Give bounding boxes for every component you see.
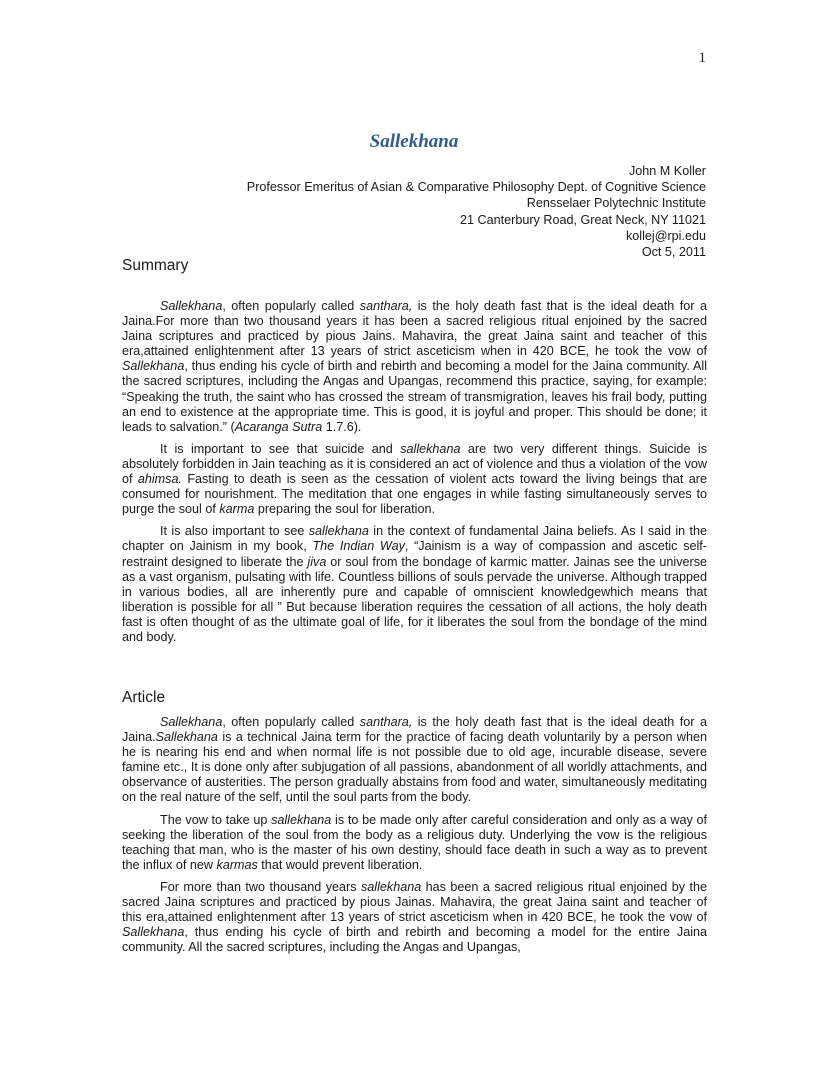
text-run: preparing the soul for liberation. [254,502,435,517]
article-body [122,715,707,962]
text-run: The vow to take up [160,812,272,827]
italic-term: santhara, [359,715,413,729]
text-run: is the holy death fast that is the ideal death for a Jaina. [122,715,707,745]
italic-term: karmas [216,857,258,872]
text-run: , thus ending his cycle of birth and rebirth and becoming a model for the Jaina community. All the sacred scriptures, including the Angas and Upangas, recommend this practice, saying, for example: “Speaking the truth, the saint who has crossed the stream of transmigration, leaves his frail body, putting an end to existence at the appropriate time. This is good, it is joyful and proper. This should be done; it leads to salvation.” ( [122,359,707,434]
author-address: 21 Canterbury Road, Great Neck, NY 11021 [460,212,706,227]
author-institution: Rensselaer Polytechnic Institute [526,196,706,211]
document-date: Oct 5, 2011 [641,245,706,260]
summary-paragraph [122,524,707,645]
text-run: 1.7.6). [322,419,362,434]
summary-paragraph [122,442,707,517]
italic-term: sallekhana [308,524,369,539]
text-run: is a technical Jaina term for the practice of facing death voluntarily by a person when he is nearing his end and when normal life is not possible due to old age, incurable disease, severe famine etc., It is done only after subjugation of all passions, abandonment of all worldly attachments, and observance of austerities. The person gradually abstains from food and water, simultaneously meditating on the real nature of the self, until the soul parts from the body. [122,730,707,805]
document-title: Sallekhana [369,131,459,152]
summary-paragraph [122,299,707,435]
text-run: are two very different things. Suicide is absolutely forbidden in Jain teaching as it is considered an act of violence and thus a violation of the vow of [122,441,707,487]
text-run: , often popularly called [222,715,360,729]
italic-term: santhara, [359,299,413,313]
text-run: , often popularly called [222,299,360,313]
italic-term: ahimsa. [137,472,182,487]
italic-term: Sallekhana [160,715,223,729]
italic-term: sallekhana [361,879,422,894]
page-number: 1 [698,50,706,66]
text-run: Fasting to death is seen as the cessation of violent acts toward the living beings that are consumed for nourishment. The meditation that one engages in while fasting simultaneously serves to purge the soul of [122,472,707,517]
italic-term: Sallekhana [160,299,223,313]
author-name: John M Koller [629,164,706,178]
text-run: is to be made only after careful consideration and only as a way of seeking the liberation of the soul from the body as a religious duty. Underlying the vow is the religious teaching that man, who is the master of his own destiny, should face death in such a way as to prevent the influx of new [122,812,707,872]
summary-body [122,299,707,652]
italic-term: Sallekhana [155,730,218,745]
author-block [247,163,706,260]
italic-term: sallekhana [271,812,332,827]
italic-term: Sallekhana [122,925,185,940]
text-run: has been a sacred religious ritual enjoined by the sacred Jaina scriptures and practiced by pious Jainas. Mahavira, the great Jaina saint and teacher of this era,attained enlightenment after 13 years of strict asceticism when in 420 BCE, he took the vow of [122,879,707,925]
italic-term: Sallekhana [122,359,185,374]
italic-term: The Indian Way [312,539,405,554]
text-run: that would prevent liberation. [257,857,423,872]
author-email: kollej@rpi.edu [626,228,706,243]
italic-term: jiva [307,554,327,569]
text-run: , “Jainism is a way of compassion and ascetic self-restraint designed to liberate the [122,539,707,569]
article-paragraph [122,715,707,806]
text-run: in the context of fundamental Jaina beliefs. As I said in the chapter on Jainism in my book, [122,524,708,554]
article-paragraph [122,813,707,873]
italic-term: Acaranga Sutra [234,419,323,434]
text-run: or soul from the bondage of karmic matter. Jainas see the universe as a vast organism, pulsating with life. Countless billions of souls pervade the universe. Although trapped in various bodies, all are inherently pure and capable of omniscient knowledgewhich means that liberation is possible for all ” But because liberation requires the cessation of all actions, the holy death fast is often thought of as the ultimate goal of life, for it liberates the soul from the bondage of the mind and body. [122,554,708,644]
text-run: is the holy death fast that is the ideal death for a Jaina.For more than two thousand years it has been a sacred religious ritual enjoined by the sacred Jaina scriptures and practiced by pious Jains. Mahavira, the great Jaina saint and teacher of this era,attained enlightenment after 13 years of strict asceticism when in 420 BCE, he took the vow of [122,299,707,359]
text-run: For more than two thousand years [160,879,361,894]
article-paragraph [122,880,707,955]
text-run: , thus ending his cycle of birth and rebirth and becoming a model for the entire Jaina community. All the sacred scriptures, including the Angas and Upangas, [122,925,707,955]
italic-term: karma [219,502,255,517]
author-position: Professor Emeritus of Asian & Comparative Philosophy Dept. of Cognitive Science [246,180,706,195]
text-run: It is important to see that suicide and [160,441,401,456]
italic-term: sallekhana [400,441,461,456]
summary-heading: Summary [122,257,189,274]
text-run: It is also important to see [160,524,309,539]
article-heading: Article [122,689,166,706]
